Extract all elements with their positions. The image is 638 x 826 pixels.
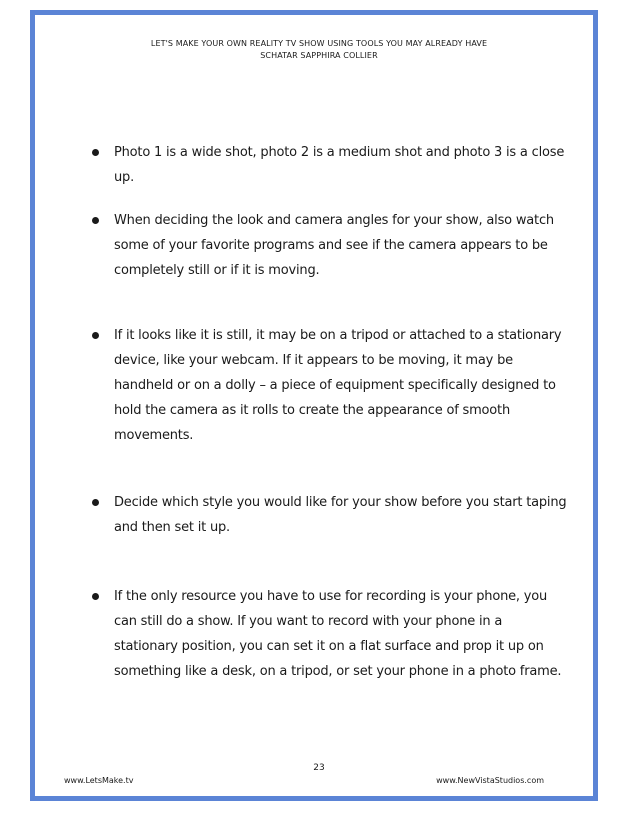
bullet-item [88, 323, 568, 448]
bullet-text: If the only resource you have to use for recording is your phone, you can still do a show. If you want to record with your phone in a stationary position, you can set it on a flat surface and prop it up on something like a desk, on a tripod, or set your phone in a photo frame. [114, 589, 562, 679]
bullet-dot-icon [92, 499, 99, 506]
bullet-item [88, 490, 568, 540]
bullet-text: If it looks like it is still, it may be on a tripod or attached to a stationary device, like your webcam. If it appears to be moving, it may be handheld or on a dolly – a piece of equipment specifically designed to hold the camera as it rolls to create the appearance of smooth movements. [114, 328, 562, 443]
bullet-text: Decide which style you would like for your show before you start taping and then set it up. [114, 495, 567, 535]
header-title: LET'S MAKE YOUR OWN REALITY TV SHOW USING TOOLS YOU MAY ALREADY HAVE [150, 39, 488, 48]
bullet-text: Photo 1 is a wide shot, photo 2 is a medium shot and photo 3 is a close up. [114, 145, 565, 185]
bullet-dot-icon [92, 593, 99, 600]
bullet-dot-icon [92, 149, 99, 156]
page-header [0, 38, 638, 62]
bullet-item [88, 140, 568, 190]
bullet-dot-icon [92, 217, 99, 224]
page-number: 23 [313, 763, 325, 773]
bullet-item [88, 584, 568, 684]
bullet-dot-icon [92, 332, 99, 339]
footer-right-url: www.NewVistaStudios.com [436, 776, 544, 785]
bullet-text: When deciding the look and camera angles for your show, also watch some of your favorite programs and see if the camera appears to be completely still or if it is moving. [114, 213, 554, 278]
bullet-item [88, 208, 568, 283]
bullet-list [88, 140, 568, 684]
footer-left-url: www.LetsMake.tv [64, 776, 134, 785]
header-author: SCHATAR SAPPHIRA COLLIER [260, 51, 378, 60]
